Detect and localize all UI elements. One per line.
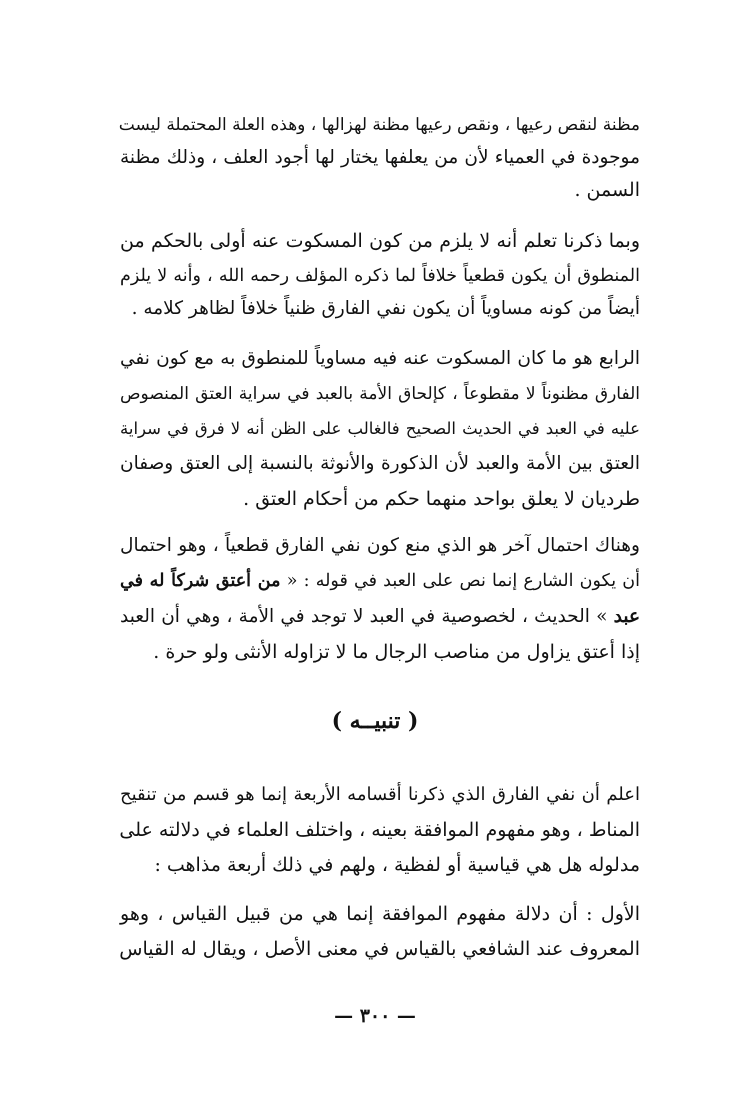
text-line: عليه في العبد في الحديث الصحيح فالغالب على الظن أنه لا فرق في سراية — [120, 419, 640, 438]
text-line: الفارق مظنوناً لا مقطوعاً ، كإلحاق الأمة بالعبد في سراية العتق المنصوص — [120, 384, 640, 404]
text-line: موجودة في العمياء لأن من يعلفها يختار لها أجود العلف ، وذلك مظنة — [120, 147, 640, 168]
section-heading: ( تنبيــه ) — [331, 708, 419, 734]
text-line: الرابع هو ما كان المسكوت عنه فيه مساوياً للمنطوق به مع كون نفي — [120, 348, 640, 369]
text-line: المناط ، وهو مفهوم الموافقة بعينه ، واختلف العلماء في دلالته على — [119, 819, 640, 841]
text-line: مدلوله هل هي قياسية أو لفظية ، ولهم في ذلك أربعة مذاهب : — [154, 854, 640, 876]
text-line: مظنة لنقص رعيها ، ونقص رعيها مظنة لهزالها ، وهذه العلة المحتملة ليست — [118, 115, 640, 135]
text-segment: أن يكون الشارع إنما نص على العبد في قوله : « — [286, 571, 640, 591]
text-line: طرديان لا يعلق بواحد منهما حكم من أحكام العتق . — [243, 488, 640, 510]
text-line: الأول : أن دلالة مفهوم الموافقة إنما هي من قبيل القياس ، وهو — [120, 903, 640, 925]
text-line: أيضاً من كونه مساوياً أن يكون نفي الفارق ظنياً خلافاً لظاهر كلامه . — [131, 298, 640, 319]
text-line: المنطوق أن يكون قطعياً خلافاً لما ذكره المؤلف رحمه الله ، وأنه لا يلزم — [120, 266, 640, 286]
text-line: وهناك احتمال آخر هو الذي منع كون نفي الفارق قطعياً ، وهو احتمال — [120, 535, 640, 556]
text-segment: » الحديث ، لخصوصية في العبد لا توجد في الأمة ، وهي أن العبد — [120, 606, 608, 627]
text-line: المعروف عند الشافعي بالقياس في معنى الأصل ، ويقال له القياس — [119, 938, 640, 960]
text-line: السمن . — [574, 179, 640, 201]
text-line — [120, 602, 640, 632]
text-line: اعلم أن نفي الفارق الذي ذكرنا أقسامه الأربعة إنما هو قسم من تنقيح — [120, 784, 640, 805]
text-line — [120, 566, 640, 596]
hadith-quote: عبد — [613, 606, 640, 627]
hadith-quote: من أعتق شركاً له في — [120, 571, 281, 591]
text-line: وبما ذكرنا تعلم أنه لا يلزم من كون المسكوت عنه أولى بالحكم من — [120, 230, 640, 252]
text-line: إذا أعتق يزاول من مناصب الرجال ما لا تزاوله الأنثى ولو حرة . — [153, 641, 640, 663]
page-number: — ٣٠٠ — — [334, 1005, 416, 1027]
text-line: العتق بين الأمة والعبد لأن الذكورة والأنوثة بالنسبة إلى العتق وصفان — [120, 453, 640, 474]
